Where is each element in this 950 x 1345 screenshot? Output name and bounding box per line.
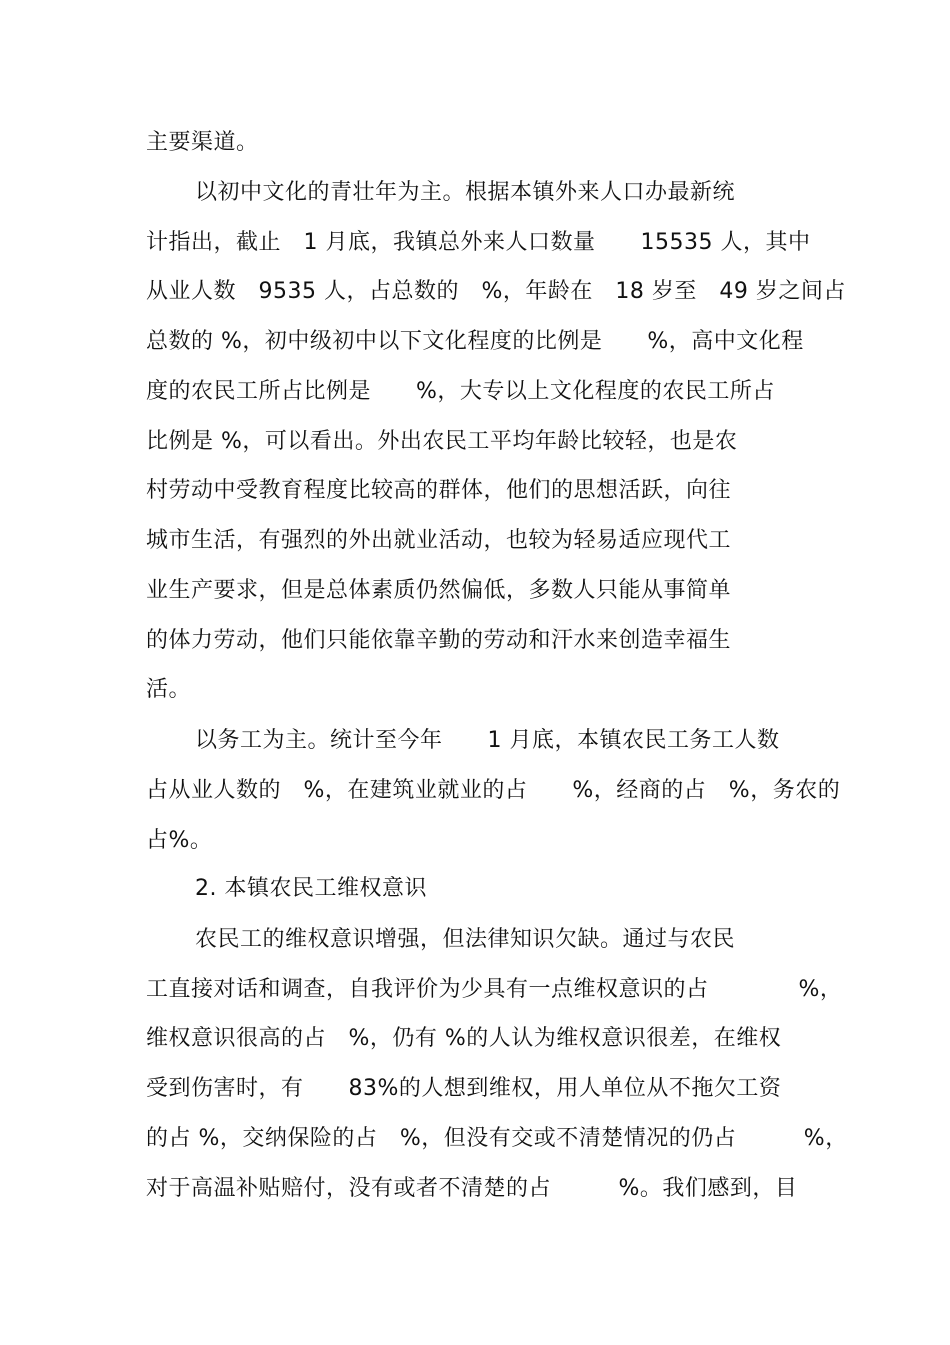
text-line: 占从业人数的 %，在建筑业就业的占 %，经商的占 %，务农的 bbox=[146, 778, 841, 803]
text-line: 活。 bbox=[146, 677, 192, 702]
text-line: 对于高温补贴赔付，没有或者不清楚的占 %。我们感到，目 bbox=[146, 1176, 798, 1201]
paragraph-start-line: 以务工为主。统计至今年 1 月底，本镇农民工务工人数 bbox=[195, 728, 780, 753]
text-line: 的体力劳动，他们只能依靠辛勤的劳动和汗水来创造幸福生 bbox=[146, 628, 732, 653]
text-line: 维权意识很高的占 %，仍有 %的人认为维权意识很差，在维权 bbox=[146, 1026, 782, 1051]
text-line: 从业人数 9535 人，占总数的 %，年龄在 18 岁至 49 岁之间占 bbox=[146, 279, 846, 304]
text-line: 主要渠道。 bbox=[146, 130, 259, 155]
text-line: 的占 %，交纳保险的占 %，但没有交或不清楚情况的仍占 %， bbox=[146, 1126, 848, 1151]
text-line: 度的农民工所占比例是 %，大专以上文化程度的农民工所占 bbox=[146, 379, 775, 404]
text-line: 受到伤害时，有 83%的人想到维权，用人单位从不拖欠工资 bbox=[146, 1076, 782, 1101]
paragraph-start-line: 以初中文化的青壮年为主。根据本镇外来人口办最新统 bbox=[195, 180, 736, 205]
text-line: 总数的 %，初中级初中以下文化程度的比例是 %，高中文化程 bbox=[146, 329, 804, 354]
text-line: 城市生活，有强烈的外出就业活动，也较为轻易适应现代工 bbox=[146, 528, 732, 553]
paragraph-start-line: 农民工的维权意识增强，但法律知识欠缺。通过与农民 bbox=[195, 927, 736, 952]
text-line: 村劳动中受教育程度比较高的群体，他们的思想活跃，向往 bbox=[146, 478, 732, 503]
section-heading: 2. 本镇农民工维权意识 bbox=[195, 876, 427, 901]
text-line: 业生产要求，但是总体素质仍然偏低，多数人只能从事简单 bbox=[146, 578, 732, 603]
text-line: 比例是 %，可以看出。外出农民工平均年龄比较轻，也是农 bbox=[146, 429, 738, 454]
text-line: 占%。 bbox=[146, 828, 213, 853]
text-line: 计指出，截止 1 月底，我镇总外来人口数量 15535 人，其中 bbox=[146, 230, 811, 255]
text-line: 工直接对话和调查，自我评价为少具有一点维权意识的占 %， bbox=[146, 977, 843, 1002]
